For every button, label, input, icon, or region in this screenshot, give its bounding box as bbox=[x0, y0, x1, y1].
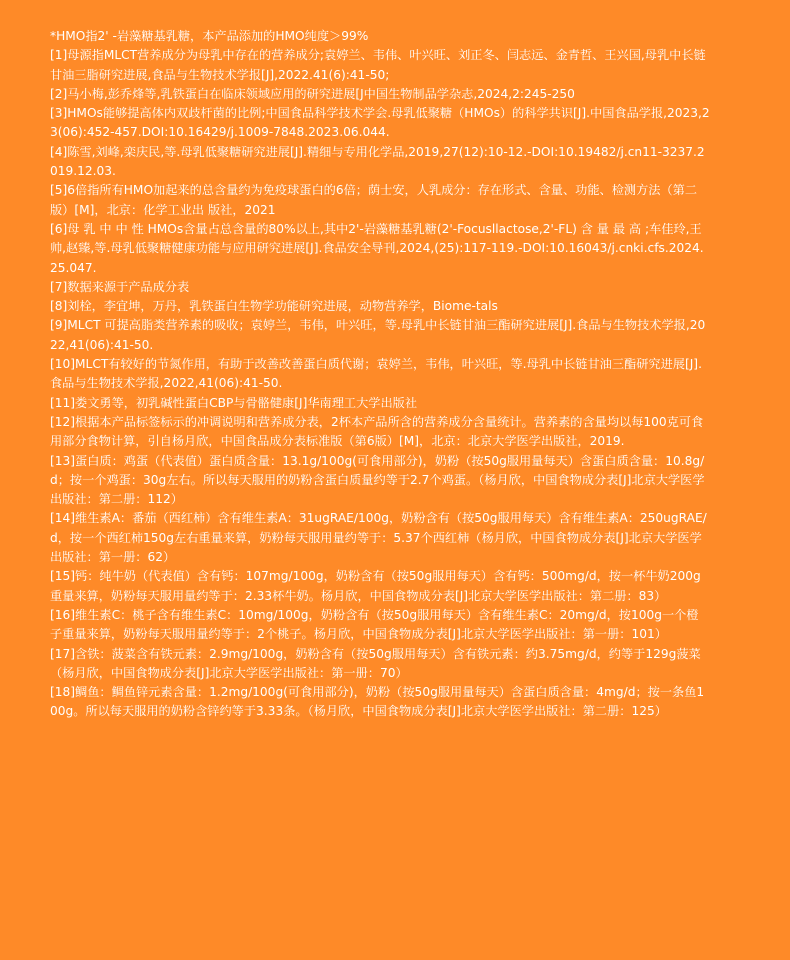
reference-item-6: [6]母 乳 中 中 性 HMOs含量占总含量的80%以上,其中2'-岩藻糖基乳糖(2'-Focusllactose,2'-FL) 含 量 最 高 ;车佳玲,王帅,赵臻,等.母乳低聚糖健康功能与应用研究进展[J].食品安全导刊,2024,(25):117-119.-DOI:10.16043/j.cnki.cfs.2024.25.047. bbox=[50, 221, 704, 275]
reference-item-12: [12]根据本产品标签标示的冲调说明和营养成分表，2杯本产品所含的营养成分含量统计。营养素的含量均以每100克可食用部分食物计算，引自杨月欣，中国食品成分表标准版（第6版）[M]，北京：北京大学医学出版社，2019. bbox=[50, 414, 704, 449]
references-block bbox=[50, 27, 710, 722]
reference-item-13: [13]蛋白质：鸡蛋（代表值）蛋白质含量：13.1g/100g(可食用部分)，奶粉（按50g服用量每天）含蛋白质含量：10.8g/d；按一个鸡蛋：30g左右。所以每天服用的奶粉含蛋白质量约等于2.7个鸡蛋。（杨月欣，中国食物成分表[J]北京大学医学出版社：第二册：112） bbox=[50, 453, 705, 507]
reference-item-11: [11]娄文勇等，初乳碱性蛋白CBP与骨骼健康[J]华南理工大学出版社 bbox=[50, 395, 418, 410]
reference-item-9: [9]MLCT 可提高脂类营养素的吸收；袁婷兰，韦伟，叶兴旺，等.母乳中长链甘油三酯研究进展[J].食品与生物技术学报,2022,41(06):41-50. bbox=[50, 318, 706, 352]
reference-item-16: [16]维生素C：桃子含有维生素C：10mg/100g，奶粉含有（按50g服用每天）含有维生素C：20mg/d，按100g一个橙子重量来算，奶粉每天服用量约等于：2个桃子。杨月欣，中国食物成分表[J]北京大学医学出版社：第一册：101） bbox=[50, 607, 699, 642]
reference-item-3: [3]HMOs能够提高体内双歧杆菌的比例;中国食品科学技术学会.母乳低聚糖（HMOs）的科学共识[J].中国食品学报,2023,23(06):452-457.DOI:10.16429/j.1009-7848.2023.06.044. bbox=[50, 106, 710, 140]
reference-item-1: [1]母源指MLCT营养成分为母乳中存在的营养成分;袁婷兰、韦伟、叶兴旺、刘正冬、闫志远、金青哲、王兴国,母乳中长链甘油三脂研究进展,食品与生物技术学报[J],2022.41(6):41-50; bbox=[50, 48, 706, 82]
reference-item-17: [17]含铁：菠菜含有铁元素：2.9mg/100g，奶粉含有（按50g服用每天）含有铁元素：约3.75mg/d，约等于129g菠菜（杨月欣，中国食物成分表[J]北京大学医学出版社：第一册：70） bbox=[50, 646, 701, 680]
hmo-footnote: *HMO指2' -岩藻糖基乳糖，本产品添加的HMO纯度＞99% bbox=[50, 29, 369, 43]
reference-item-15: [15]钙：纯牛奶（代表值）含有钙：107mg/100g，奶粉含有（按50g服用每天）含有钙：500mg/d，按一杯牛奶200g重量来算，奶粉每天服用量约等于：2.33杯牛奶。杨月欣，中国食物成分表[J]北京大学医学出版社：第二册：83） bbox=[50, 569, 701, 603]
reference-item-5: [5]6倍指所有HMO加起来的总含量约为免疫球蛋白的6倍；荫士安，人乳成分：存在形式、含量、功能、检测方法（第二版）[M]，北京：化学工业出 版社，2021 bbox=[50, 183, 698, 217]
reference-item-18: [18]鲷鱼：鲷鱼锌元素含量：1.2mg/100g(可食用部分)，奶粉（按50g服用量每天）含蛋白质含量：4mg/d；按一条鱼100g。所以每天服用的奶粉含锌约等于3.33条。（杨月欣，中国食物成分表[J]北京大学医学出版社：第二册：125） bbox=[50, 685, 705, 719]
reference-item-10: [10]MLCT有较好的节氮作用，有助于改善改善蛋白质代谢；袁婷兰，韦伟，叶兴旺，等.母乳中长链甘油三酯研究进展[J].食品与生物技术学报,2022,41(06):41-50. bbox=[50, 357, 702, 391]
reference-item-8: [8]刘栓，李宜坤，万丹，乳铁蛋白生物学功能研究进展，动物营养学，Biome-tals bbox=[50, 299, 498, 314]
reference-item-14: [14]维生素A：番茄（西红柿）含有维生素A：31ugRAE/100g，奶粉含有（按50g服用每天）含有维生素A：250ugRAE/d，按一个西红柿150g左右重量来算，奶粉每天服用量约等于：5.37个西红柿（杨月欣，中国食物成分表[J]北京大学医学出版社：第一册：62） bbox=[50, 511, 707, 565]
reference-item-4: [4]陈雪,刘峰,栾庆民,等.母乳低聚糖研究进展[J].精细与专用化学品,2019,27(12):10-12.-DOI:10.19482/j.cn11-3237.2019.12.03. bbox=[50, 144, 705, 179]
reference-item-7: [7]数据来源于产品成分表 bbox=[50, 279, 190, 294]
reference-item-2: [2]马小梅,彭乔烽等,乳铁蛋白在临床领域应用的研究进展[J中国生物制品学杂志,2024,2:245-250 bbox=[50, 86, 575, 101]
